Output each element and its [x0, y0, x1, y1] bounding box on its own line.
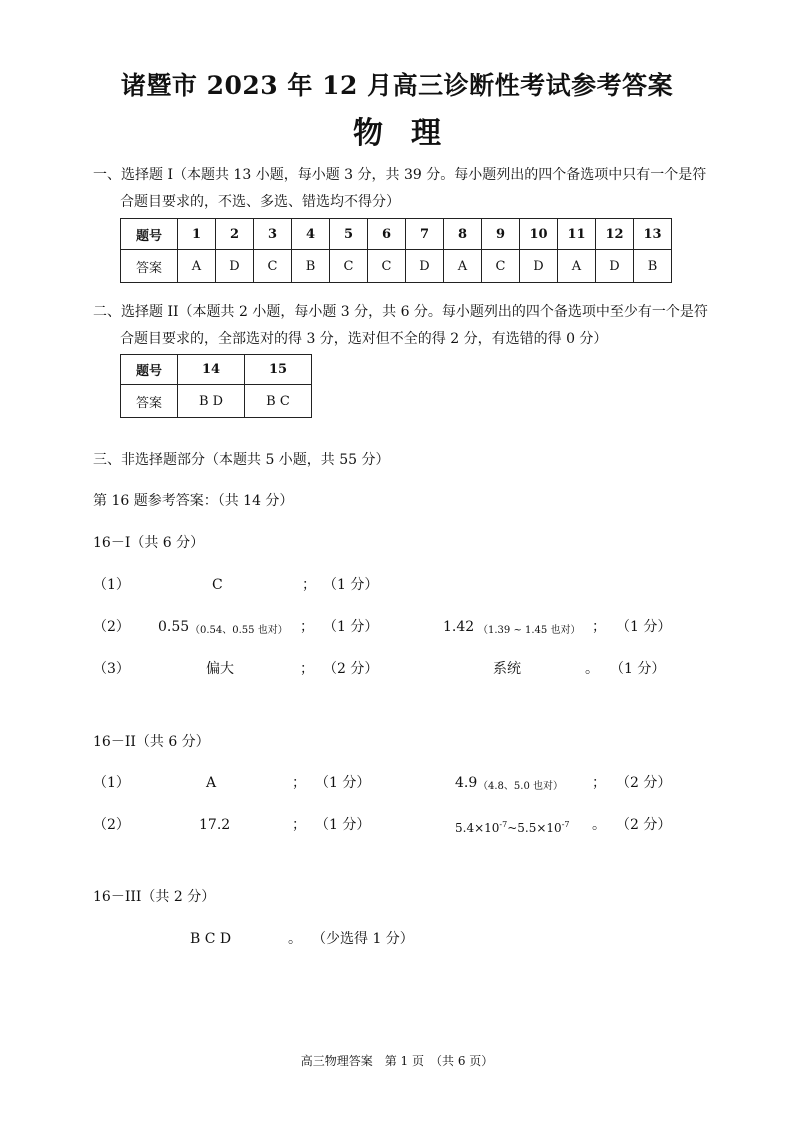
- part2-row2-answer2: [455, 816, 569, 837]
- table-cell: C: [330, 250, 368, 283]
- table-cell: 3: [254, 219, 292, 250]
- table-cell: B: [292, 250, 330, 283]
- table-cell: B: [634, 250, 672, 283]
- table-cell: 题号: [121, 219, 178, 250]
- table-cell: A: [558, 250, 596, 283]
- part2-heading: 16－II（共 6 分）: [93, 734, 210, 750]
- table-cell: C: [482, 250, 520, 283]
- table-cell: C: [368, 250, 406, 283]
- part1-row2-num: （2）: [93, 619, 130, 635]
- part1-row2-note1: （0.54、0.55 也对）: [190, 625, 288, 636]
- part2-row1-note2: （4.8、5.0 也对）: [478, 781, 563, 792]
- part1-row1-score: （1 分）: [323, 577, 379, 593]
- table-cell: B D: [178, 385, 245, 418]
- section1-line1: 一、选择题 I（本题共 13 小题，每小题 3 分，共 39 分。每小题列出的四个备选项中只有一个是符: [93, 167, 707, 183]
- part1-heading: 16－I（共 6 分）: [93, 535, 205, 551]
- table-cell: 6: [368, 219, 406, 250]
- table-cell: A: [444, 250, 482, 283]
- table-cell: 5: [330, 219, 368, 250]
- part2-row2-answer1: 17.2: [199, 817, 231, 833]
- part1-row3-score1: （2 分）: [323, 661, 379, 677]
- table-row: [121, 385, 312, 418]
- part2-row2-sep2: 。: [592, 817, 606, 833]
- part1-row1-answer: C: [212, 577, 223, 593]
- answer-exponent: -7: [499, 820, 508, 829]
- part1-row2-score1: （1 分）: [323, 619, 379, 635]
- table-cell: 15: [245, 355, 312, 385]
- table-cell: 9: [482, 219, 520, 250]
- table-cell: 8: [444, 219, 482, 250]
- answer-exponent: -7: [561, 820, 570, 829]
- answer-range: ~5.5×10: [507, 821, 562, 835]
- part3-sep: 。: [288, 931, 302, 947]
- table-row: [121, 355, 312, 385]
- table-cell: 答案: [121, 250, 178, 283]
- part1-row3-num: （3）: [93, 661, 130, 677]
- q16-heading: 第 16 题参考答案：（共 14 分）: [93, 493, 294, 509]
- part1-row2-answer1: 0.55: [158, 619, 190, 635]
- part1-row1-num: （1）: [93, 577, 130, 593]
- part1-row3-score2: （1 分）: [610, 661, 666, 677]
- part2-row1-answer2: 4.9: [455, 775, 478, 791]
- section2-line1: 二、选择题 II（本题共 2 小题，每小题 3 分，共 6 分。每小题列出的四个备选项中至少有一个是符: [93, 304, 708, 320]
- table-cell: 14: [178, 355, 245, 385]
- part1-row1-sep: ；: [302, 577, 316, 593]
- table-cell: D: [596, 250, 634, 283]
- part2-row2-sep1: ；: [292, 817, 306, 833]
- section3-heading: 三、非选择题部分（本题共 5 小题，共 55 分）: [93, 452, 390, 468]
- part1-row3-sep2: 。: [585, 661, 599, 677]
- table-cell: 10: [520, 219, 558, 250]
- section1-line2: 合题目要求的，不选、多选、错选均不得分）: [120, 194, 400, 210]
- table-cell: 答案: [121, 385, 178, 418]
- part2-row1-score2: （2 分）: [616, 775, 672, 791]
- part1-row2-note2: （1.39 ~ 1.45 也对）: [478, 625, 581, 636]
- part1-row3-answer2: 系统: [493, 661, 521, 677]
- part2-row2-score2: （2 分）: [616, 817, 672, 833]
- table-cell: 题号: [121, 355, 178, 385]
- part1-row3-sep1: ；: [300, 661, 314, 677]
- part1-row3-answer1: 偏大: [206, 661, 234, 677]
- table-cell: A: [178, 250, 216, 283]
- part2-row1-sep1: ；: [292, 775, 306, 791]
- table-row: [121, 219, 672, 250]
- subject-title: 物理: [353, 116, 469, 151]
- table-cell: 13: [634, 219, 672, 250]
- part2-row1-score1: （1 分）: [315, 775, 371, 791]
- table-row: [121, 250, 672, 283]
- section2-line2: 合题目要求的，全部选对的得 3 分，选对但不全的得 2 分，有选错的得 0 分）: [120, 331, 608, 347]
- part1-row2-answer2: 1.42: [443, 619, 475, 635]
- section1-answer-table: [120, 218, 672, 283]
- table-cell: D: [406, 250, 444, 283]
- table-cell: D: [216, 250, 254, 283]
- table-cell: C: [254, 250, 292, 283]
- table-cell: 11: [558, 219, 596, 250]
- part3-note: （少选得 1 分）: [312, 931, 414, 947]
- section2-answer-table: [120, 354, 312, 418]
- answer-base: 5.4×10: [455, 821, 500, 835]
- table-cell: B C: [245, 385, 312, 418]
- table-cell: 1: [178, 219, 216, 250]
- part1-row2-score2: （1 分）: [616, 619, 672, 635]
- table-cell: 2: [216, 219, 254, 250]
- page-title: 诸暨市 2023 年 12 月高三诊断性考试参考答案: [120, 71, 674, 100]
- part2-row1-answer1: A: [206, 775, 217, 791]
- part2-row2-score1: （1 分）: [315, 817, 371, 833]
- table-cell: 4: [292, 219, 330, 250]
- part2-row1-num: （1）: [93, 775, 130, 791]
- part3-answer: B C D: [190, 931, 232, 947]
- part2-row2-num: （2）: [93, 817, 130, 833]
- table-cell: D: [520, 250, 558, 283]
- table-cell: 12: [596, 219, 634, 250]
- part3-heading: 16－III（共 2 分）: [93, 889, 216, 905]
- page-footer: 高三物理答案 第 1 页 （共 6 页）: [300, 1054, 494, 1068]
- part2-row1-sep2: ；: [592, 775, 606, 791]
- table-cell: 7: [406, 219, 444, 250]
- part1-row2-sep2: ；: [592, 619, 606, 635]
- part1-row2-sep1: ；: [300, 619, 314, 635]
